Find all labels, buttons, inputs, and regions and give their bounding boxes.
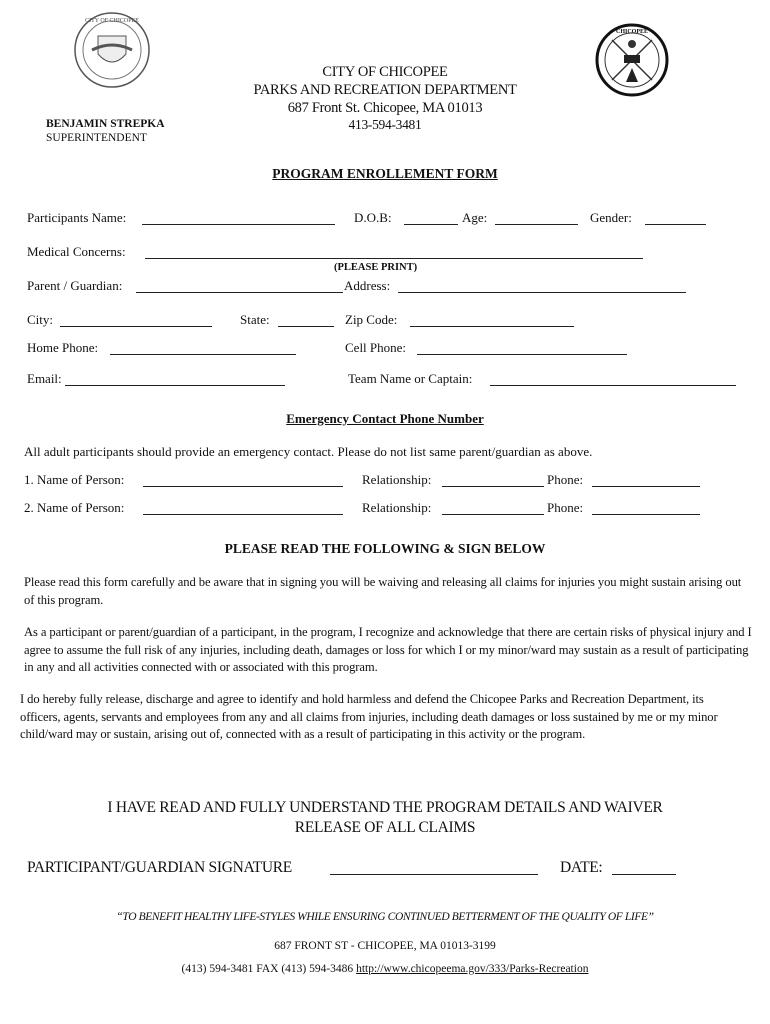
signature-field[interactable] <box>330 860 538 875</box>
cell-phone-field[interactable] <box>417 341 627 355</box>
footer-address: 687 FRONT ST - CHICOPEE, MA 01013-3199 <box>274 940 496 952</box>
contact-1-phone-label: Phone: <box>547 472 584 487</box>
department-address: 687 Front St. Chicopee, MA 01013 <box>287 100 483 116</box>
department-phone: 413-594-3481 <box>348 117 422 132</box>
email-field[interactable] <box>65 372 285 386</box>
form-title: PROGRAM ENROLLEMENT FORM <box>272 166 498 181</box>
emergency-note: All adult participants should provide an emergency contact. Please do not list same parent/guardian as above. <box>24 444 593 459</box>
participant-name-field[interactable] <box>142 211 335 225</box>
org-name: CITY OF CHICOPEE <box>322 64 448 80</box>
city-field[interactable] <box>60 313 212 327</box>
team-field[interactable] <box>490 372 736 386</box>
contact-1-relationship-field[interactable] <box>442 473 544 487</box>
footer-phones: (413) 594-3481 FAX (413) 594-3486 <box>181 963 354 975</box>
date-label: DATE: <box>560 859 603 876</box>
contact-2-label: 2. Name of Person: <box>24 500 125 515</box>
signature-label: PARTICIPANT/GUARDIAN SIGNATURE <box>27 859 292 876</box>
zip-label: Zip Code: <box>345 312 398 327</box>
acknowledgement-line-1: I HAVE READ AND FULLY UNDERSTAND THE PROGRAM DETAILS AND WAIVER <box>107 799 663 816</box>
waiver-heading: PLEASE READ THE FOLLOWING & SIGN BELOW <box>224 541 546 556</box>
emergency-heading: Emergency Contact Phone Number <box>286 411 484 426</box>
waiver-paragraph-2: As a participant or parent/guardian of a participant, in the program, I recognize and acknowledge that there are certain risks of physical injury and I agree to assume the full risk of any injuries, including death, damages or loss for which I or my minor/ward may sustain as a result of participating in any and all activities connected with or associated with this program. <box>24 625 752 674</box>
address-label: Address: <box>344 278 391 293</box>
state-field[interactable] <box>278 313 334 327</box>
participant-name-label: Participants Name: <box>27 210 127 225</box>
contact-2-phone-label: Phone: <box>547 500 584 515</box>
medical-field[interactable] <box>145 245 643 259</box>
acknowledgement-line-2: RELEASE OF ALL CLAIMS <box>294 819 476 836</box>
city-label: City: <box>27 312 54 327</box>
dob-field[interactable] <box>404 211 458 225</box>
parent-label: Parent / Guardian: <box>27 278 123 293</box>
age-field[interactable] <box>495 211 578 225</box>
date-field[interactable] <box>612 860 676 875</box>
home-phone-label: Home Phone: <box>27 340 99 355</box>
zip-field[interactable] <box>410 313 574 327</box>
contact-2-phone-field[interactable] <box>592 501 700 515</box>
official-title: SUPERINTENDENT <box>46 132 147 144</box>
age-label: Age: <box>462 210 488 225</box>
address-field[interactable] <box>398 279 686 293</box>
team-label: Team Name or Captain: <box>348 371 473 386</box>
state-label: State: <box>240 312 270 327</box>
waiver-paragraph-3: I do hereby fully release, discharge and agree to identify and hold harmless and defend the Chicopee Parks and Recreation Department, its officers, agents, servants and employees from any and all claims from injuries, including death damages or loss sustained by me or my minor child/ward may or sustain, arising out of, connected with as a result of participating in this activity or the program. <box>20 692 718 741</box>
cell-phone-label: Cell Phone: <box>345 340 407 355</box>
email-label: Email: <box>27 371 62 386</box>
home-phone-field[interactable] <box>110 341 296 355</box>
contact-1-phone-field[interactable] <box>592 473 700 487</box>
contact-2-relationship-field[interactable] <box>442 501 544 515</box>
website-link[interactable]: http://www.chicopeema.gov/333/Parks-Recreation <box>356 963 589 975</box>
svg-text:CITY OF CHICOPEE: CITY OF CHICOPEE <box>85 18 139 24</box>
parent-field[interactable] <box>136 279 343 293</box>
footer-contact <box>0 963 770 975</box>
waiver-paragraph-1: Please read this form carefully and be aware that in signing you will be waiving and releasing all claims for injuries you might sustain arising out of this program. <box>24 575 742 607</box>
svg-text:CHICOPEE: CHICOPEE <box>615 29 649 35</box>
please-print-note: (PLEASE PRINT) <box>334 262 418 273</box>
official-name: BENJAMIN STREPKA <box>46 118 165 130</box>
contact-2-relationship-label: Relationship: <box>362 500 432 515</box>
contact-1-name-field[interactable] <box>143 473 343 487</box>
gender-label: Gender: <box>590 210 632 225</box>
medical-label: Medical Concerns: <box>27 244 126 259</box>
contact-1-relationship-label: Relationship: <box>362 472 432 487</box>
contact-1-label: 1. Name of Person: <box>24 472 125 487</box>
contact-2-name-field[interactable] <box>143 501 343 515</box>
department-name: PARKS AND RECREATION DEPARTMENT <box>253 82 517 98</box>
dob-label: D.O.B: <box>354 210 392 225</box>
motto: “TO BENEFIT HEALTHY LIFE-STYLES WHILE ENSURING CONTINUED BETTERMENT OF THE QUALITY OF LIFE” <box>116 911 654 923</box>
gender-field[interactable] <box>645 211 706 225</box>
